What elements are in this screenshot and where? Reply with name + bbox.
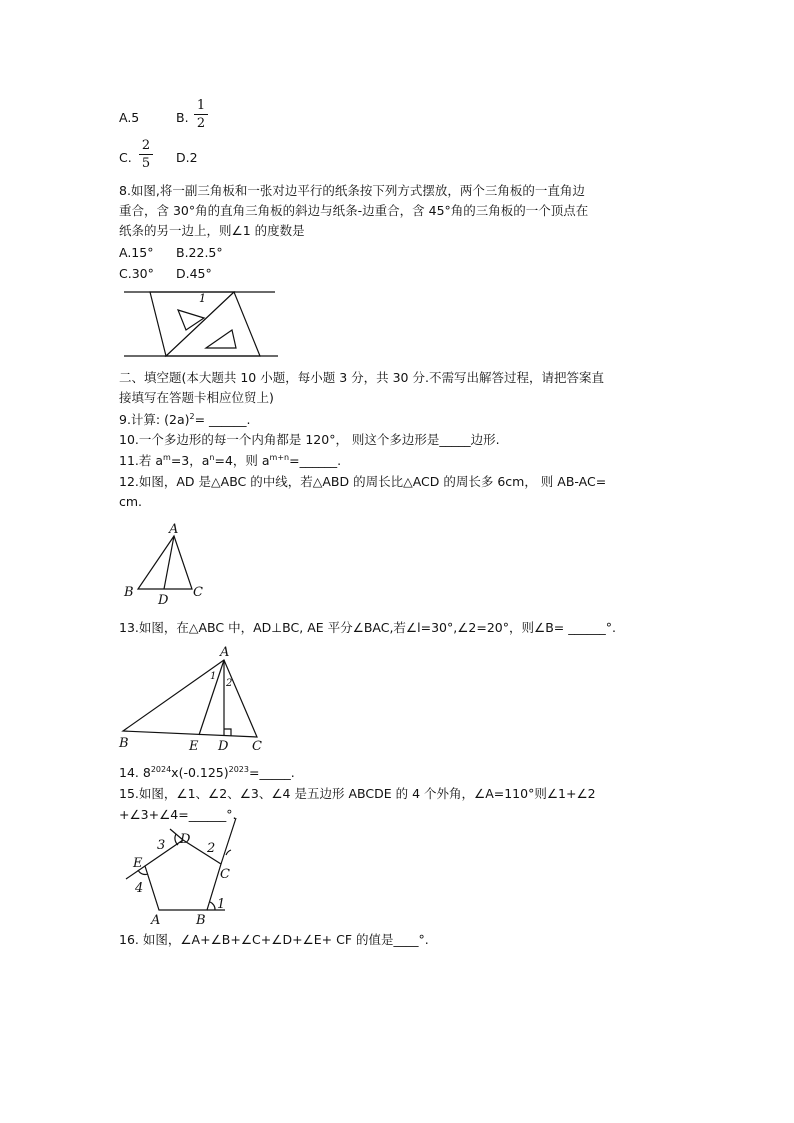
- q8-angle-1-label: 1: [199, 292, 206, 305]
- q15-angle-1-label: 1: [217, 897, 226, 912]
- q15-angle-2-label: 2: [207, 841, 216, 856]
- q15-line-2: +∠3+∠4=______°.: [119, 807, 237, 822]
- q12-label-a: A: [169, 522, 179, 537]
- q15-label-c: C: [220, 867, 230, 882]
- q16-text: 16. 如图，∠A+∠B+∠C+∠D+∠E+ CF 的值是____°.: [119, 932, 429, 947]
- q15-angle-4-label: 4: [135, 881, 144, 896]
- q7-option-a: A.5: [119, 110, 140, 125]
- q13-angle-1-label: 1: [210, 671, 217, 682]
- q13-label-a: A: [220, 645, 230, 660]
- q14-text: 14. $8^{2024}x(-0.125)^{2023}=\_\_\_\_\_$.: [119, 765, 295, 780]
- q7-option-c-prefix: C.: [119, 150, 132, 165]
- angle-2-arc: [226, 850, 231, 855]
- q13-label-e: E: [189, 739, 199, 754]
- q13-text: 13.如图，在△ABC 中，AD⊥BC, AE 平分∠BAC,若∠l=30°,∠2=20°，则∠B= ______°.: [119, 620, 616, 635]
- q8-option-c: C.30°: [119, 266, 154, 281]
- fraction-numerator: 2: [141, 138, 151, 153]
- q12-line-2: cm.: [119, 494, 143, 509]
- q10-text: 10.一个多边形的每一个内角都是 120°， 则这个多边形是_____边形.: [119, 432, 500, 447]
- fraction-numerator: 1: [196, 98, 206, 113]
- q8-line-2: 重合，含 30°角的直角三角板的斜边与纸条-边重合，含 45°角的三角板的一个顶点在: [119, 203, 589, 218]
- q7-option-b-prefix: B.: [176, 110, 189, 125]
- q12-label-c: C: [193, 585, 203, 600]
- section-2-line-2: 接填写在答题卡相应位贸上): [119, 390, 274, 405]
- q15-angle-3-label: 3: [157, 838, 166, 853]
- fraction-denominator: 2: [196, 116, 206, 131]
- section-2-line-1: 二、填空题(本大题共 10 小题，每小题 3 分，共 30 分.不需写出解答过程，请把答案直: [119, 370, 604, 385]
- q8-option-d: D.45°: [176, 266, 212, 281]
- q12-label-b: B: [124, 585, 134, 600]
- q15-label-a: A: [151, 913, 161, 928]
- fraction-denominator: 5: [141, 156, 151, 171]
- angle-1-arc: [210, 902, 215, 910]
- q9-text: 9.计算: $(2a)^2=$ ______.: [119, 412, 251, 427]
- q15-line-1: 15.如图，∠1、∠2、∠3、∠4 是五边形 ABCDE 的 4 个外角，∠A=110°则∠1+∠2: [119, 786, 596, 801]
- q7-option-d: D.2: [176, 150, 198, 165]
- q11-text: 11.若 $a^m=3$，$a^n=4$，则 $a^{m+n}=\_\_\_\_\_\_$.: [119, 453, 342, 468]
- q13-label-b: B: [119, 736, 129, 751]
- q8-line-1: 8.如图,将一副三角板和一张对边平行的纸条按下列方式摆放，两个三角板的一直角边: [119, 183, 585, 198]
- q12-label-d: D: [158, 593, 169, 608]
- q13-label-c: C: [252, 739, 262, 754]
- q8-line-3: 纸条的另一边上，则∠1 的度数是: [119, 223, 305, 238]
- q13-label-d: D: [218, 739, 229, 754]
- q15-label-e: E: [133, 856, 143, 871]
- q12-line-1: 12.如图，AD 是△ABC 的中线，若△ABD 的周长比△ACD 的周长多 6cm， 则 AB-AC=: [119, 474, 607, 489]
- q15-label-d: D: [180, 832, 191, 847]
- q13-angle-2-label: 2: [226, 678, 233, 689]
- q8-option-b: B.22.5°: [176, 245, 223, 260]
- extension-bc: [221, 818, 236, 864]
- q15-label-b: B: [196, 913, 206, 928]
- q8-option-a: A.15°: [119, 245, 154, 260]
